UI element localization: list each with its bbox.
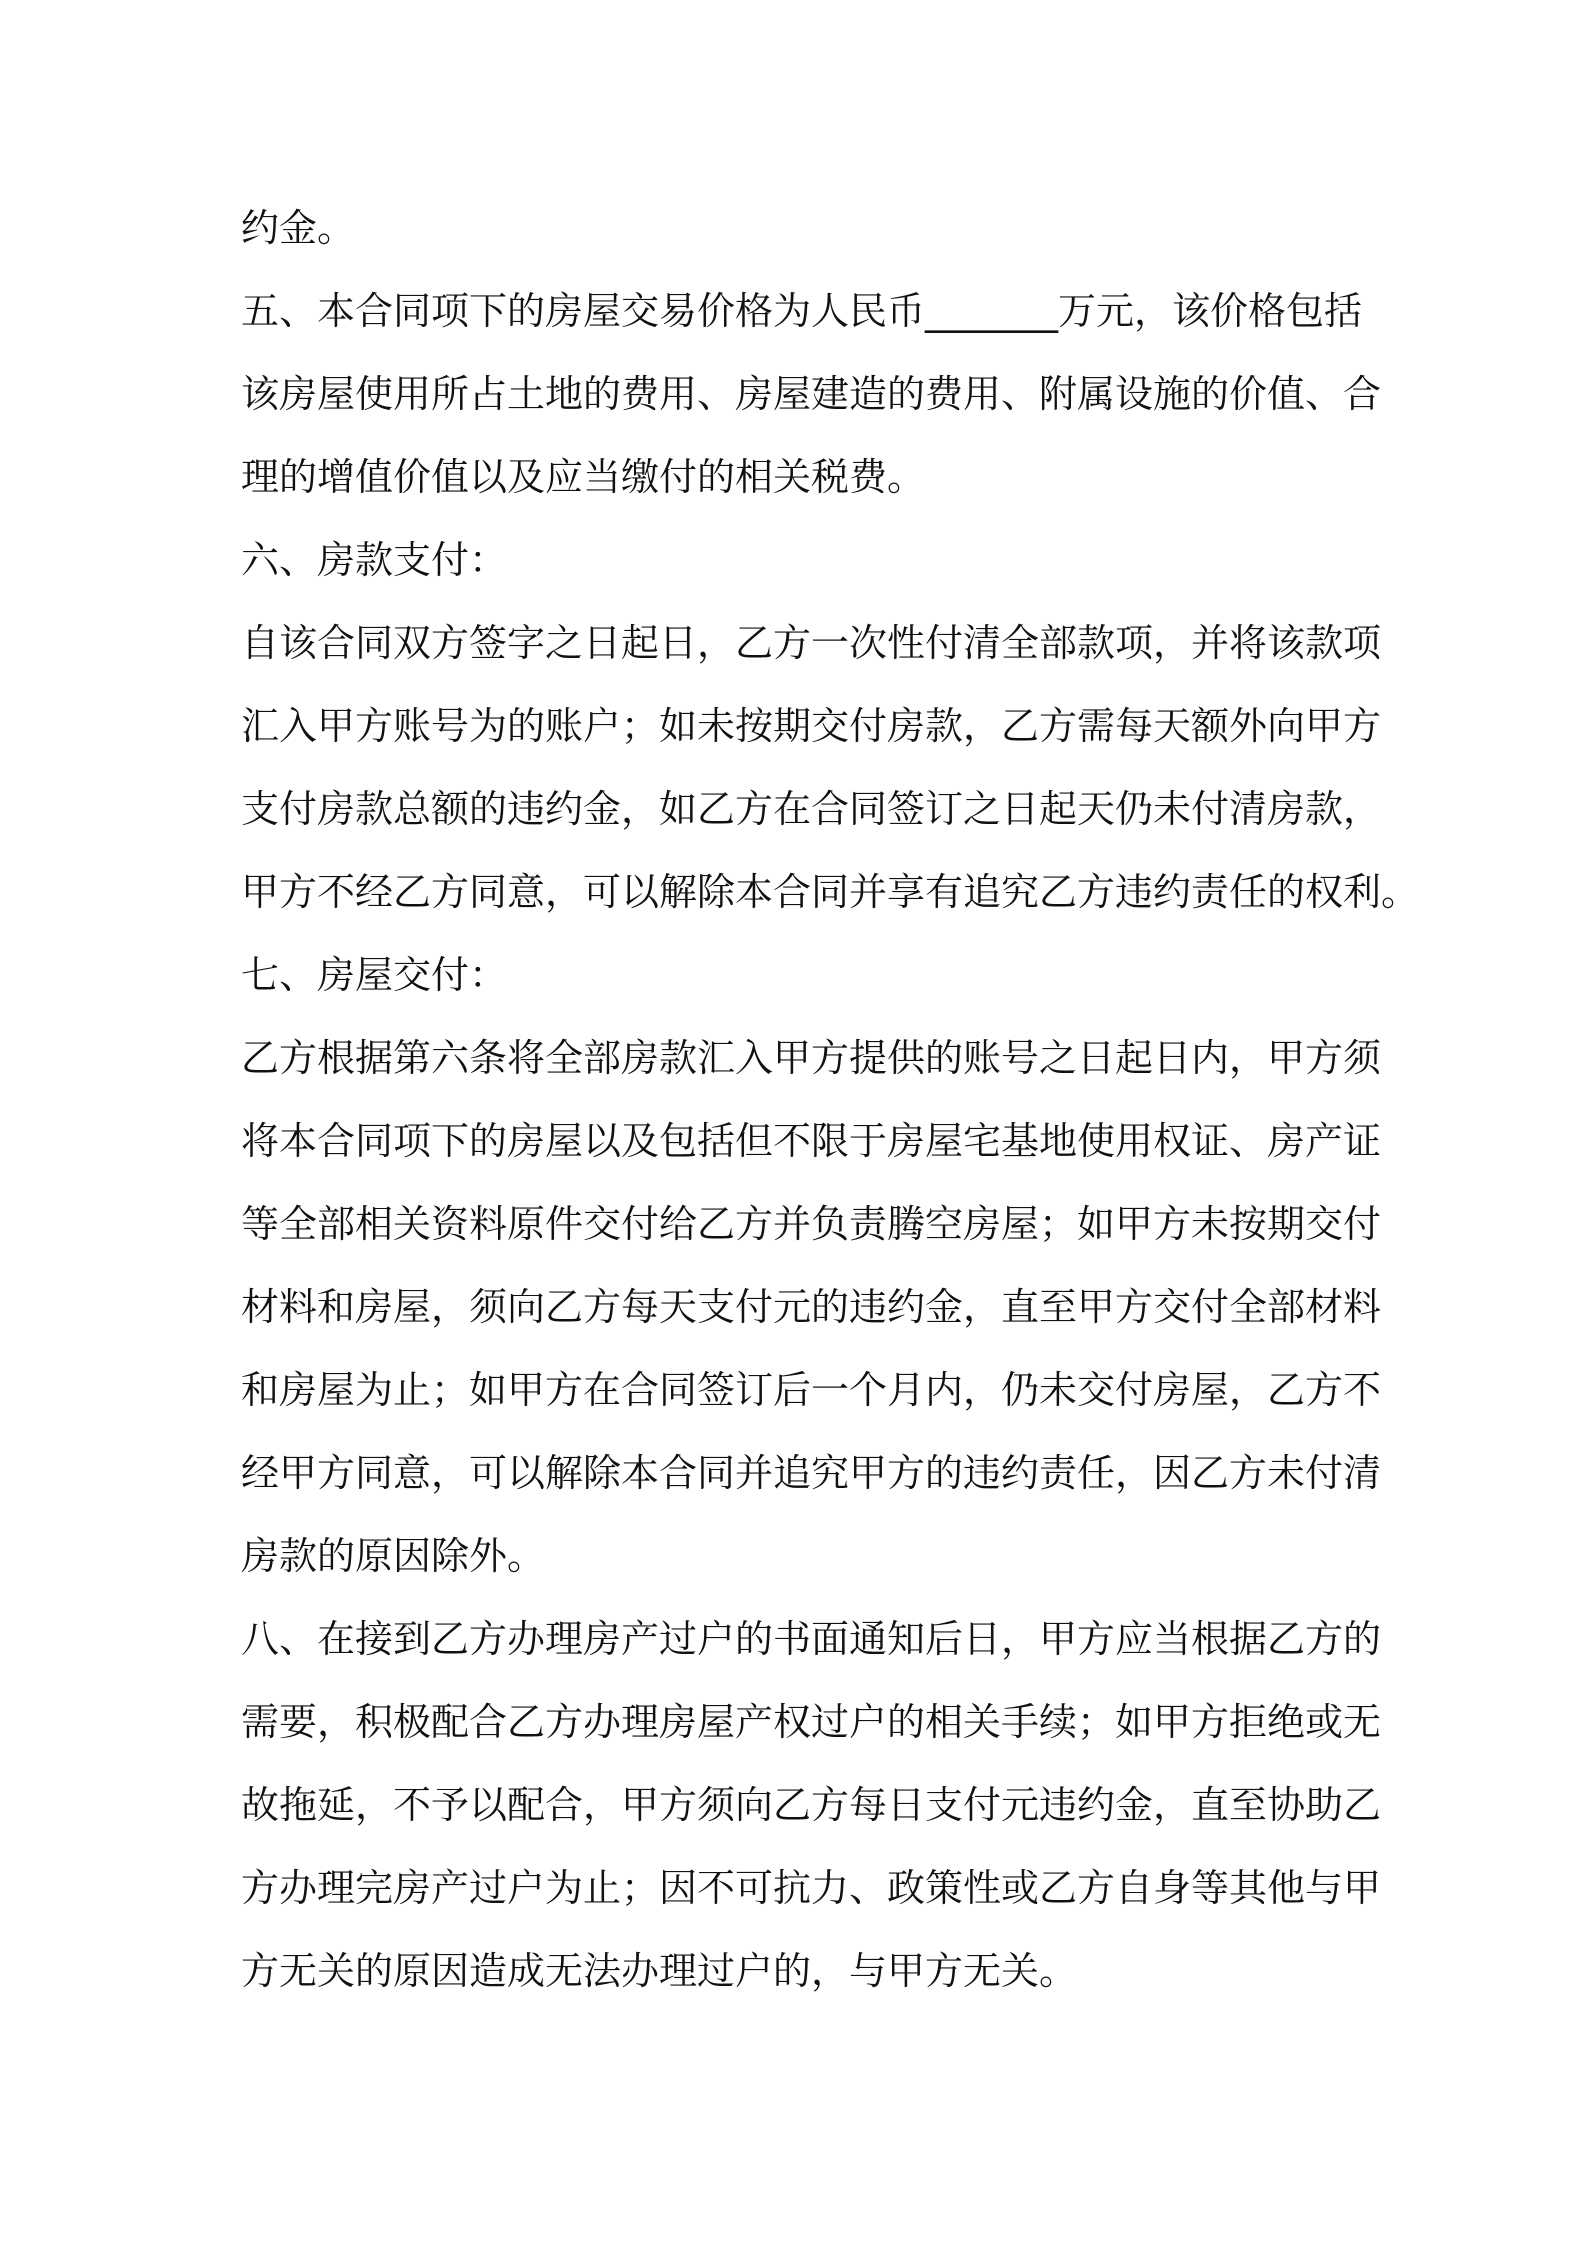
text-line: 材料和房屋，须向乙方每天支付元的违约金，直至甲方交付全部材料 (241, 1285, 1382, 1329)
text-line: 等全部相关资料原件交付给乙方并负责腾空房屋；如甲方未按期交付 (241, 1202, 1382, 1246)
text-line: 房款的原因除外。 (241, 1534, 546, 1578)
text-line: 方无关的原因造成无法办理过户的，与甲方无关。 (241, 1949, 1078, 1993)
section-heading: 六、房款支付： (241, 538, 508, 582)
text-line: 支付房款总额的违约金，如乙方在合同签订之日起天仍未付清房款， (241, 787, 1382, 831)
text-line: 方办理完房产过户为止；因不可抗力、政策性或乙方自身等其他与甲 (241, 1866, 1382, 1910)
text-line: 汇入甲方账号为的账户；如未按期交付房款，乙方需每天额外向甲方 (241, 704, 1382, 748)
text-line: 故拖延，不予以配合，甲方须向乙方每日支付元违约金，直至协助乙 (241, 1783, 1382, 1827)
section-heading: 七、房屋交付： (241, 953, 508, 997)
text-line: 和房屋为止；如甲方在合同签订后一个月内，仍未交付房屋，乙方不 (241, 1368, 1382, 1412)
text-line: 理的增值价值以及应当缴付的相关税费。 (241, 455, 926, 499)
text-line: 经甲方同意，可以解除本合同并追究甲方的违约责任，因乙方未付清 (241, 1451, 1382, 1495)
text-line: 乙方根据第六条将全部房款汇入甲方提供的账号之日起日内，甲方须 (241, 1036, 1382, 1080)
text-line: 八、在接到乙方办理房产过户的书面通知后日，甲方应当根据乙方的 (241, 1617, 1382, 1661)
text-line: 五、本合同项下的房屋交易价格为人民币_______万元，该价格包括 (241, 289, 1363, 333)
text-line: 该房屋使用所占土地的费用、房屋建造的费用、附属设施的价值、合 (241, 372, 1382, 416)
text-line: 甲方不经乙方同意，可以解除本合同并享有追究乙方违约责任的权利。 (241, 870, 1420, 914)
text-line: 将本合同项下的房屋以及包括但不限于房屋宅基地使用权证、房产证 (241, 1119, 1382, 1163)
text-line: 约金。 (241, 206, 356, 250)
text-line: 自该合同双方签字之日起日，乙方一次性付清全部款项，并将该款项 (241, 621, 1382, 665)
text-line: 需要，积极配合乙方办理房屋产权过户的相关手续；如甲方拒绝或无 (241, 1700, 1382, 1744)
